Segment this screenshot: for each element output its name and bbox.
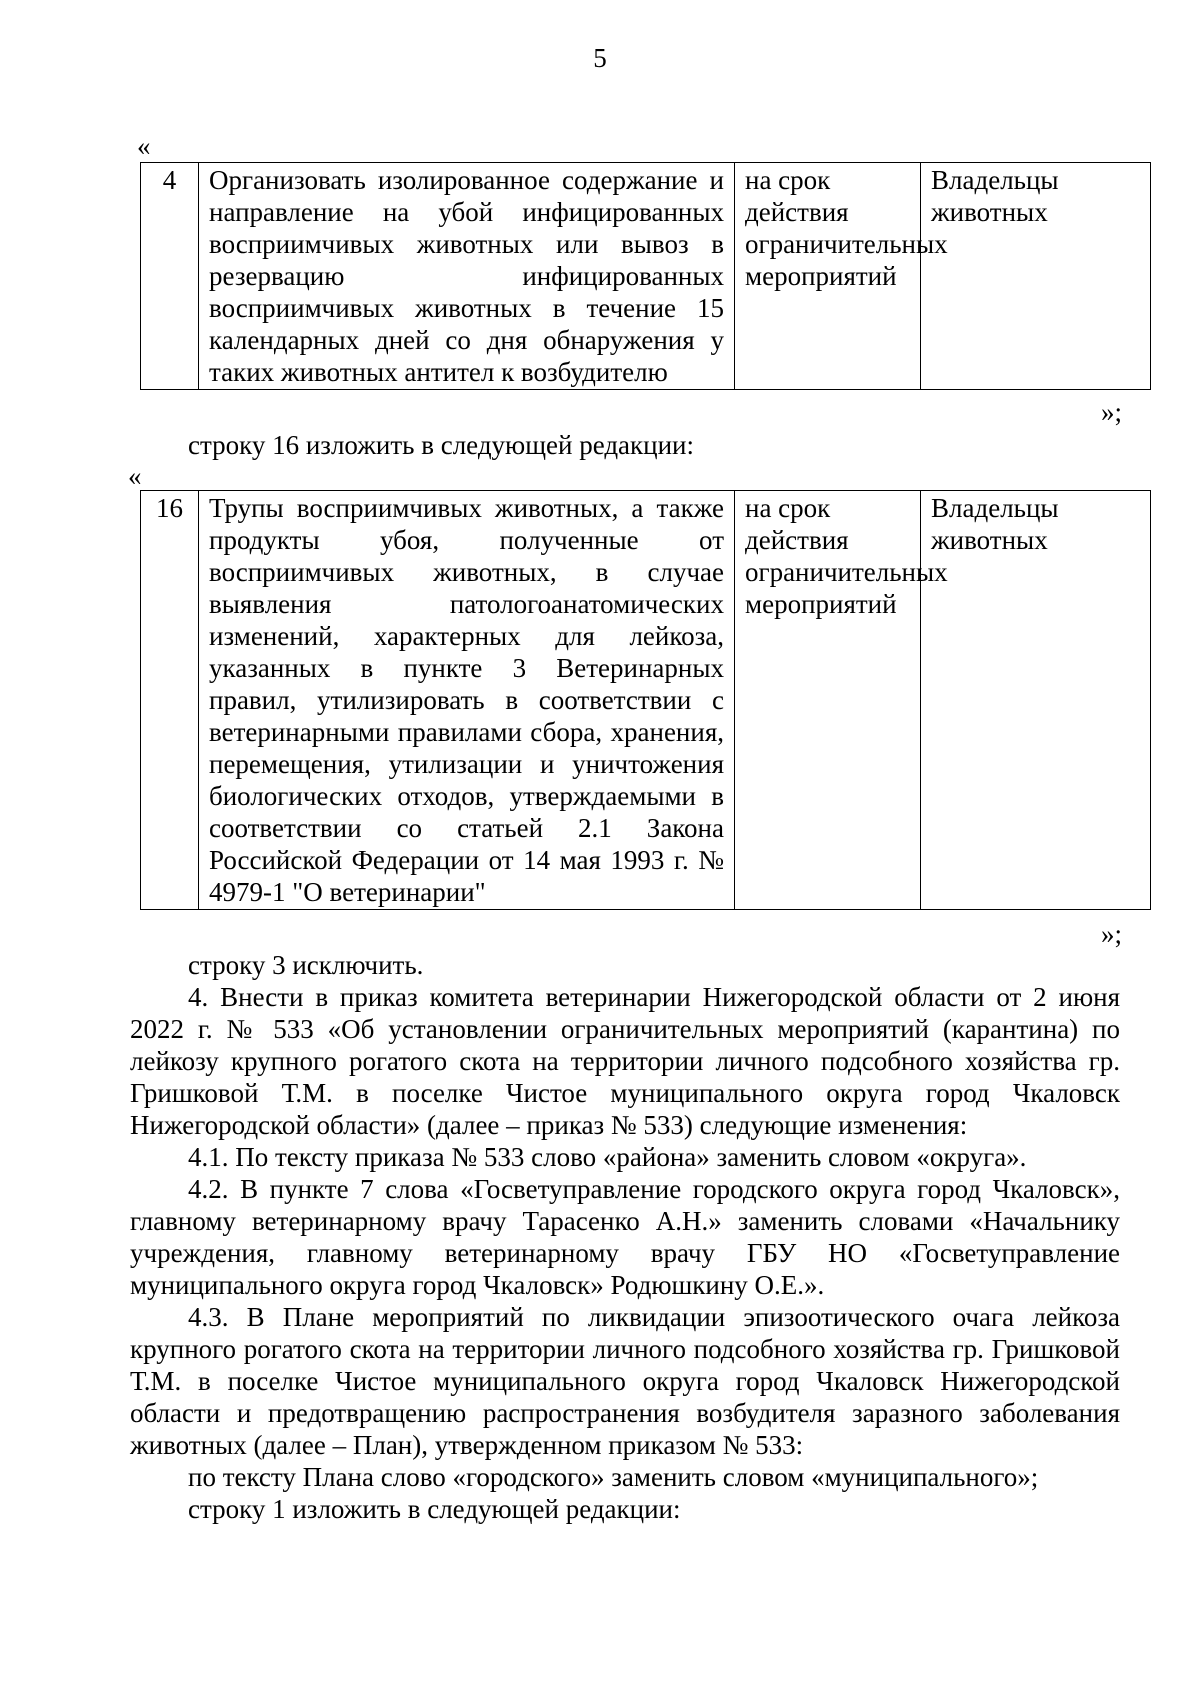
row-action: Организовать изолированное содержание и направление на убой инфицированных восприимчивых животных или вывоз в резервацию инфицированных восприимчивых животных в течение 15 календарных дней со дня обнаружения у таких животных антител к возбудителю xyxy=(199,163,735,390)
row-number: 16 xyxy=(141,491,199,910)
paragraph-plan: по тексту Плана слово «городского» заменить словом «муниципального»; xyxy=(188,1462,1039,1492)
paragraph-4: 4. Внести в приказ комитета ветеринарии Нижегородской области от 2 июня 2022 г. № 533 «Об установлении ограничительных мероприятий (карантина) по лейкозу крупного рогатого скота на территории личного подсобного хозяйства гр. Гришковой Т.М. в поселке Чистое муниципального округа город Чкаловск Нижегородской области» (далее – приказ № 533) следующие изменения: xyxy=(130,982,1120,1140)
page-number: 5 xyxy=(593,43,607,73)
row-term: на срок действия ограничительных мероприятий xyxy=(735,491,921,910)
table-row xyxy=(141,163,1151,390)
quote-open-2: « xyxy=(128,461,142,491)
table-row xyxy=(141,491,1151,910)
body-text xyxy=(130,949,1120,1525)
row-term: на срок действия ограничительных мероприятий xyxy=(735,163,921,390)
row-responsible: Владельцы животных xyxy=(921,491,1151,910)
paragraph-4-1: 4.1. По тексту приказа № 533 слово «района» заменить словом «округа». xyxy=(188,1142,1027,1172)
instruction-row-16: строку 16 изложить в следующей редакции: xyxy=(188,430,695,460)
quote-close-1: »; xyxy=(1100,397,1122,427)
amendment-table-row-4 xyxy=(140,162,1151,390)
paragraph-4-2: 4.2. В пункте 7 слова «Госветуправление городского округа город Чкаловск», главному ветеринарному врачу Тарасенко А.Н.» заменить словами «Начальнику учреждения, главному ветеринарному врачу ГБУ НО «Госветуправление муниципального округа город Чкаловск» Родюшкину О.Е.». xyxy=(130,1174,1120,1300)
row-action: Трупы восприимчивых животных, а также продукты убоя, полученные от восприимчивых животных, в случае выявления патологоанатомических изменений, характерных для лейкоза, указанных в пункте 3 Ветеринарных правил, утилизировать в соответствии с ветеринарными правилами сбора, хранения, перемещения, утилизации и уничтожения биологических отходов, утверждаемыми в соответствии со статьей 2.1 Закона Российской Федерации от 14 мая 1993 г. № 4979-1 "О ветеринарии" xyxy=(199,491,735,910)
paragraph-row-3: строку 3 исключить. xyxy=(188,950,424,980)
paragraph-4-3: 4.3. В Плане мероприятий по ликвидации эпизоотического очага лейкоза крупного рогатого скота на территории личного подсобного хозяйства гр. Гришковой Т.М. в поселке Чистое муниципального округа город Чкаловск Нижегородской области и предотвращению распространения возбудителя заразного заболевания животных (далее – План), утвержденном приказом № 533: xyxy=(130,1302,1120,1460)
row-number: 4 xyxy=(141,163,199,390)
quote-open-1: « xyxy=(137,131,151,161)
paragraph-row-1: строку 1 изложить в следующей редакции: xyxy=(188,1494,681,1524)
row-responsible: Владельцы животных xyxy=(921,163,1151,390)
quote-close-2: »; xyxy=(1100,919,1122,949)
amendment-table-row-16 xyxy=(140,490,1151,910)
